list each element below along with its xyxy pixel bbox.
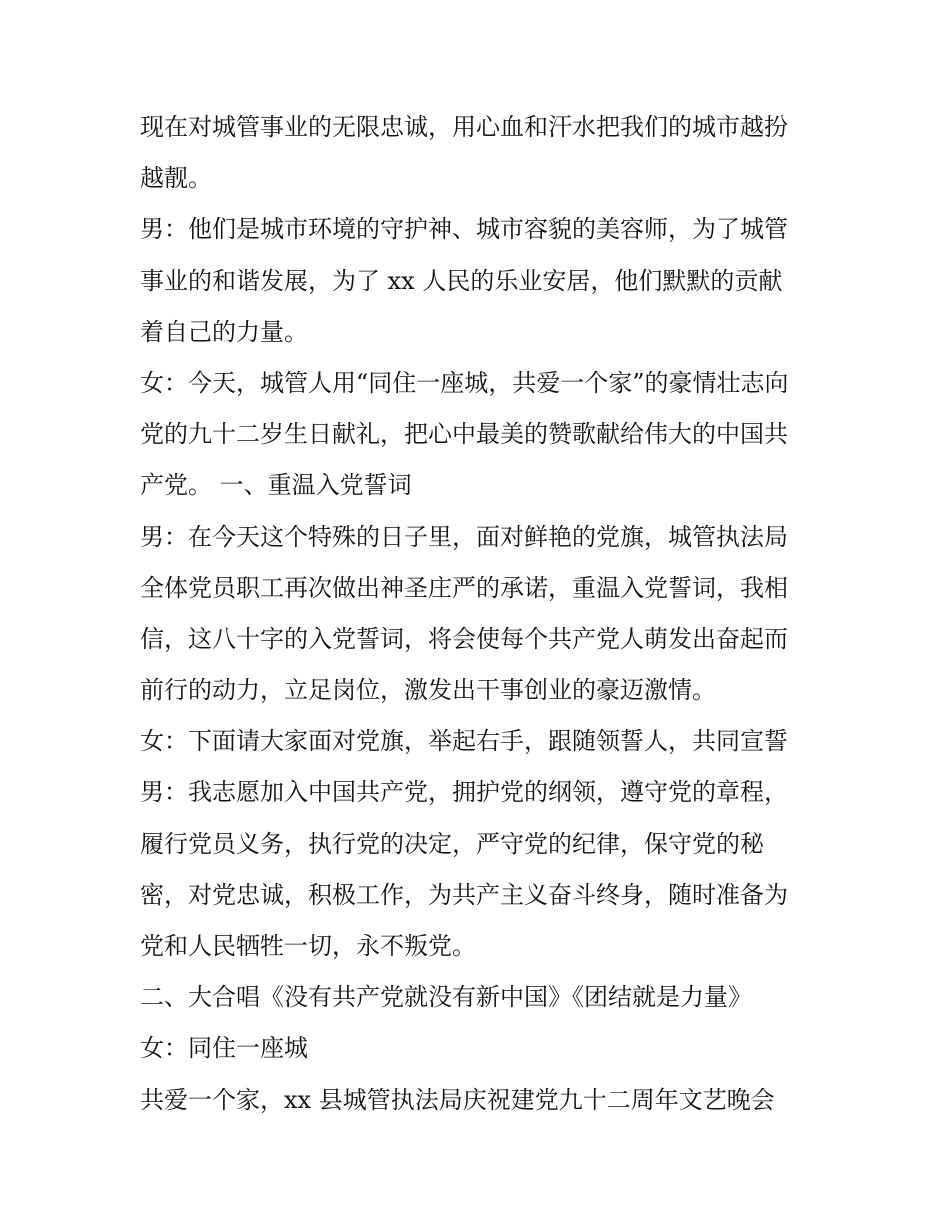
text-line: 男：在今天这个特殊的日子里，面对鲜艳的党旗，城管执法局 [140, 522, 788, 551]
text-line: 现在对城管事业的无限忠诚，用心血和汗水把我们的城市越扮 [140, 113, 788, 141]
text-line: 越靓。 [140, 164, 212, 193]
text-line: 党的九十二岁生日献礼，把心中最美的赞歌献给伟大的中国共 [140, 420, 788, 449]
text-line: 全体党员职工再次做出神圣庄严的承诺，重温入党誓词，我相 [140, 573, 788, 602]
text-line: 女：下面请大家面对党旗，举起右手，跟随领誓人，共同宣誓 [140, 727, 788, 756]
text-line: 事业的和谐发展，为了 xx 人民的乐业安居，他们默默的贡献 [140, 266, 783, 295]
text-line: 产党。 一、重温入党誓词 [140, 471, 412, 500]
text-line: 共爱一个家，xx 县城管执法局庆祝建党九十二周年文艺晚会 [140, 1085, 775, 1114]
text-line: 党和人民牺牲一切，永不叛党。 [140, 932, 476, 960]
text-line: 男：我志愿加入中国共产党，拥护党的纲领，遵守党的章程， [140, 778, 788, 807]
text-line: 着自己的力量。 [140, 317, 308, 346]
text-line: 信，这八十字的入党誓词，将会使每个共产党人萌发出奋起而 [140, 624, 788, 653]
text-line: 二、大合唱《没有共产党就没有新中国》《团结就是力量》 [140, 983, 752, 1012]
text-line: 男：他们是城市环境的守护神、城市容貌的美容师，为了城管 [140, 215, 788, 244]
document-body [140, 102, 820, 1126]
text-line: 女：同住一座城 [140, 1034, 308, 1063]
text-line: 前行的动力，立足岗位，激发出干事创业的豪迈激情。 [140, 676, 716, 705]
text-line: 密，对党忠诚，积极工作，为共产主义奋斗终身，随时准备为 [140, 880, 788, 909]
text-line: 履行党员义务，执行党的决定，严守党的纪律，保守党的秘 [140, 829, 764, 858]
text-line: 女：今天，城管人用“同住一座城，共爱一个家”的豪情壮志向 [140, 368, 789, 397]
